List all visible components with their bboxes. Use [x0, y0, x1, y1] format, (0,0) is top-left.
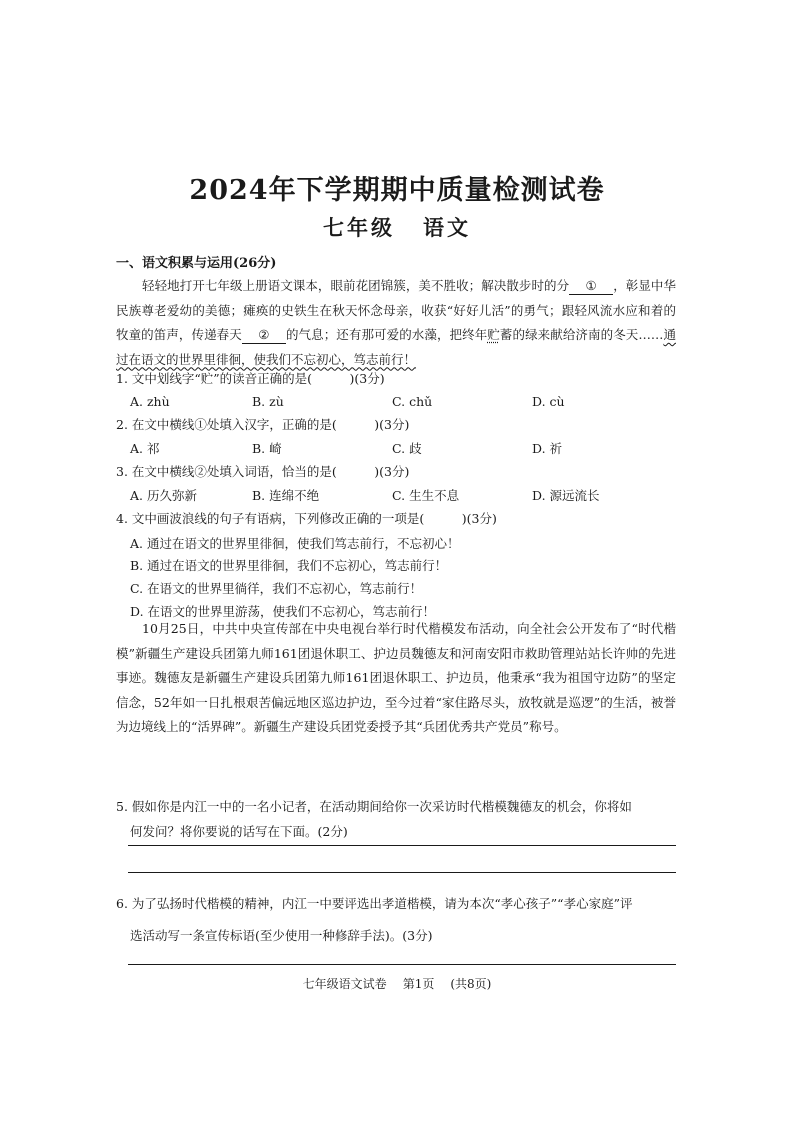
- footer-page-number: 第1页: [402, 977, 435, 991]
- exam-subtitle: [0, 212, 794, 242]
- option-d: D. 祈: [532, 441, 563, 456]
- answer-line: [128, 845, 676, 846]
- passage-text-4: 蓄的绿来献给济南的冬天……: [499, 327, 664, 342]
- exam-title: 2024年下学期期中质量检测试卷: [189, 175, 605, 206]
- option-b: B. 连绵不绝: [252, 488, 320, 503]
- option-a: A. zhù: [130, 394, 170, 409]
- answer-line: [128, 964, 676, 965]
- blank-2: ②: [242, 327, 286, 344]
- news-passage: 10月25日，中共中央宣传部在中央电视台举行时代楷模发布活动，向全社会公开发布了“时代楷模”新疆生产建设兵团第九师161团退休职工、护边员魏德友和河南安阳市救助管理站站长许帅的先进事迹。魏德友是新疆生产建设兵团第九师161团退休职工、护边员，他秉承“我为祖国守边防”的坚定信念，52年如一日扎根艰苦偏远地区巡边护边，至今过着“家住路尽头，放牧就是巡逻”的生活，被誉为边境线上的“活界碑”。新疆生产建设兵团党委授予其“兵团优秀共产党员”称号。: [116, 621, 676, 734]
- option-a: A. 祁: [130, 441, 160, 456]
- option-d: D. 源远流长: [532, 488, 600, 503]
- option-c: C. 生生不息: [392, 488, 460, 503]
- answer-line: [128, 872, 676, 873]
- subject-label: 语文: [423, 215, 471, 240]
- question-2-stem: 2. 在文中横线①处填入汉字，正确的是( )(3分): [116, 417, 410, 432]
- option-a: A. 通过在语文的世界里徘徊，使我们笃志前行，不忘初心！: [130, 536, 460, 551]
- question-6: [116, 888, 686, 952]
- option-d: D. cù: [532, 394, 565, 409]
- dotted-character: 贮: [487, 327, 500, 342]
- footer-exam-name: 七年级语文试卷: [302, 977, 387, 991]
- option-c: C. chǔ: [392, 394, 433, 409]
- question-3-stem: 3. 在文中横线②处填入词语，恰当的是( )(3分): [116, 464, 410, 479]
- option-a: A. 历久弥新: [130, 488, 197, 503]
- question-5-line-2: 何发问？将你要说的话写在下面。(2分): [130, 824, 348, 839]
- grade-label: 七年级: [323, 215, 395, 240]
- passage-text-3: 的气息；还有那可爱的水藻，把终年: [285, 327, 488, 342]
- passage-text-2: ，彰显中华民族尊老爱幼的美德；瘫痪的史铁生在秋天怀念母亲，收获“好好儿活”的勇气；跟轻风流水应和着的牧童的笛声，传递春天: [116, 278, 676, 342]
- intro-passage: [116, 274, 676, 372]
- page-footer: [0, 975, 794, 992]
- option-c: C. 歧: [392, 441, 422, 456]
- footer-page-total: (共8页): [450, 977, 492, 991]
- question-5: [116, 794, 686, 844]
- wavy-sentence: 通过在语文的世界里徘徊，使我们不忘初心，笃志前行！: [116, 327, 676, 367]
- passage-text-1: 轻轻地打开七年级上册语文课本，眼前花团锦簇，美不胜收；解决散步时的分: [142, 278, 570, 293]
- option-b: B. 崎: [252, 441, 282, 456]
- question-6-line-2: 选活动写一条宣传标语(至少使用一种修辞手法)。(3分): [130, 928, 433, 943]
- option-c: C. 在语文的世界里徜徉，我们不忘初心，笃志前行！: [130, 581, 423, 596]
- option-b: B. 通过在语文的世界里徘徊，我们不忘初心，笃志前行！: [130, 558, 448, 573]
- option-d: D. 在语文的世界里游荡，使我们不忘初心，笃志前行！: [130, 604, 436, 619]
- section-heading: 一、语文积累与运用(26分): [116, 256, 277, 271]
- question-1-stem: 1. 文中划线字“贮”的读音正确的是( )(3分): [116, 371, 385, 386]
- blank-1: ①: [569, 278, 613, 295]
- question-5-line-1: 5. 假如你是内江一中的一名小记者，在活动期间给你一次采访时代楷模魏德友的机会，你将如: [116, 799, 632, 814]
- question-6-line-1: 6. 为了弘扬时代楷模的精神，内江一中要评选出孝道楷模，请为本次“孝心孩子”“孝心家庭”评: [116, 896, 633, 911]
- question-4-stem: 4. 文中画波浪线的句子有语病，下列修改正确的一项是( )(3分): [116, 511, 497, 526]
- option-b: B. zù: [252, 394, 284, 409]
